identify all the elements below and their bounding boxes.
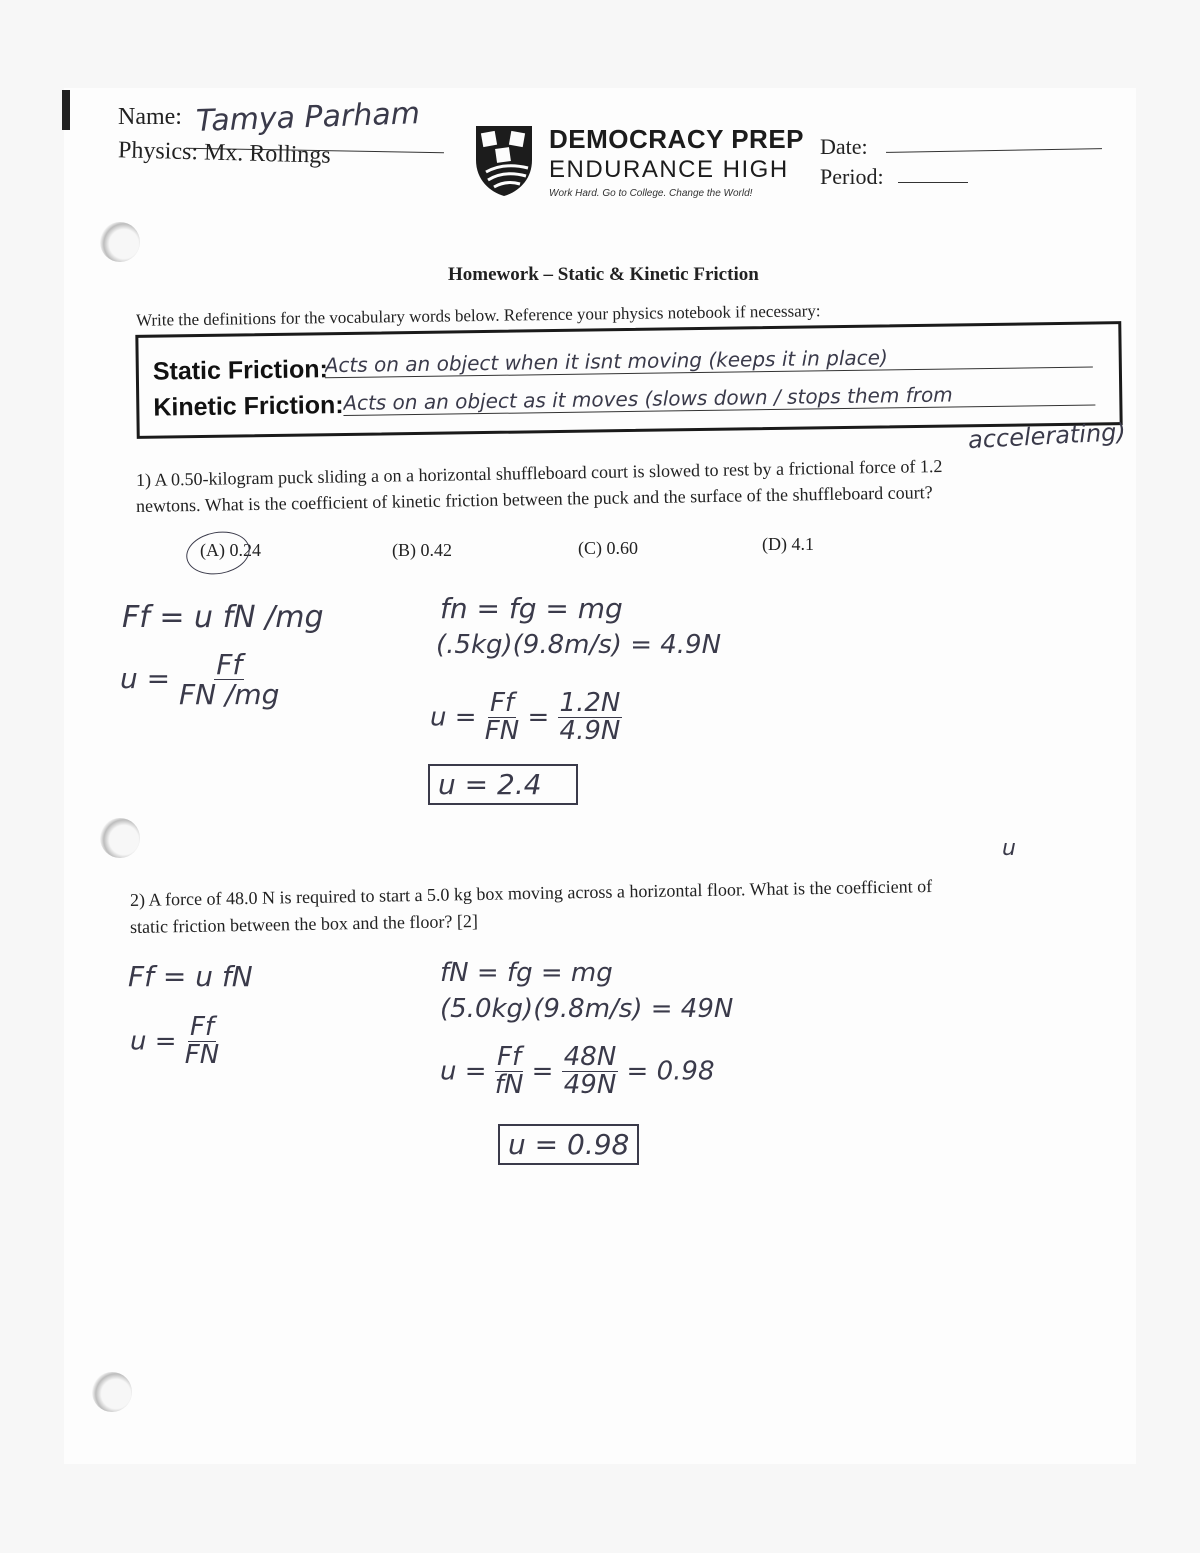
- worksheet-page: [64, 88, 1136, 1464]
- q2-final-answer: u = 0.98: [498, 1124, 639, 1165]
- q1-normal-force-eq: fn = fg = mg: [440, 592, 623, 625]
- student-name: Tamya Parham: [195, 96, 421, 139]
- q2-normal-force-eq: fN = fg = mg: [440, 958, 613, 988]
- kinetic-friction-answer-continued: accelerating): [967, 417, 1127, 455]
- class-line: Physics: Mx. Rollings: [117, 137, 332, 169]
- instructions-text: Write the definitions for the vocabulary words below. Reference your physics notebook if necessary:: [135, 301, 821, 330]
- vocabulary-box: [135, 321, 1122, 439]
- choice-d: (D) 4.1: [762, 534, 814, 554]
- choice-c: (C) 0.60: [578, 538, 638, 558]
- period-underline: [898, 182, 968, 183]
- date-label: Date:: [820, 134, 868, 159]
- worksheet-title: Homework – Static & Kinetic Friction: [448, 264, 759, 285]
- question-2-line1: 2) A force of 48.0 N is required to start a 5.0 kg box moving across a horizontal floor. What is the coefficient of: [129, 876, 933, 911]
- logo-tagline: Work Hard. Go to College. Change the World!: [549, 188, 753, 199]
- choice-a: (A) 0.24: [200, 540, 261, 561]
- logo-line2: ENDURANCE HIGH: [549, 156, 789, 183]
- punch-hole-top: [100, 222, 140, 262]
- q1-final-answer: u = 2.4: [428, 764, 578, 805]
- question-1-line2: newtons. What is the coefficient of kinetic friction between the puck and the surface of the shuffleboard court?: [135, 482, 933, 517]
- static-friction-label: Static Friction:: [152, 355, 329, 386]
- q2-normal-force-calc: (5.0kg)(9.8m/s) = 49N: [440, 994, 734, 1024]
- logo-line1: DEMOCRACY PREP: [549, 124, 805, 154]
- q2-work-u-equals: u = $\frac{Ff}{FN}$: [130, 1012, 220, 1071]
- page-edge-mark: [62, 90, 70, 130]
- punch-hole-bottom: [92, 1372, 132, 1412]
- question-2-line2: static friction between the box and the floor? [2]: [129, 910, 479, 938]
- name-label: Name:: [118, 104, 182, 130]
- q1-normal-force-calc: (.5kg)(9.8m/s) = 4.9N: [436, 630, 722, 660]
- punch-hole-middle: [100, 818, 140, 858]
- question-1-line1: 1) A 0.50-kilogram puck sliding a on a horizontal shuffleboard court is slowed to rest by a frictional force of 1.2: [135, 455, 943, 491]
- q2-work-formula: Ff = u fN: [128, 960, 253, 993]
- q1-work-u-equals: u = $\frac{Ff}{FN /mg}$: [120, 648, 280, 712]
- static-friction-answer: Acts on an object when it isnt moving (keeps it in place): [325, 343, 1093, 379]
- period-label: Period:: [820, 164, 884, 189]
- q2-coefficient-calc: u = $\frac{Ff}{fN}$ = $\frac{48N}{49N}$ = 0.98: [440, 1042, 715, 1101]
- q1-work-formula: Ff = u fN /mg: [122, 600, 324, 635]
- kinetic-friction-answer: Acts on an object as it moves (slows down / stops them from: [343, 380, 1095, 415]
- school-shield-logo: [472, 122, 536, 198]
- choice-b: (B) 0.42: [392, 540, 452, 560]
- kinetic-friction-label: Kinetic Friction:: [153, 390, 344, 422]
- q1-coefficient-calc: u = $\frac{Ff}{FN}$ = $\frac{1.2N}{4.9N}$: [430, 688, 621, 747]
- q2-margin-mark: u: [1002, 836, 1016, 861]
